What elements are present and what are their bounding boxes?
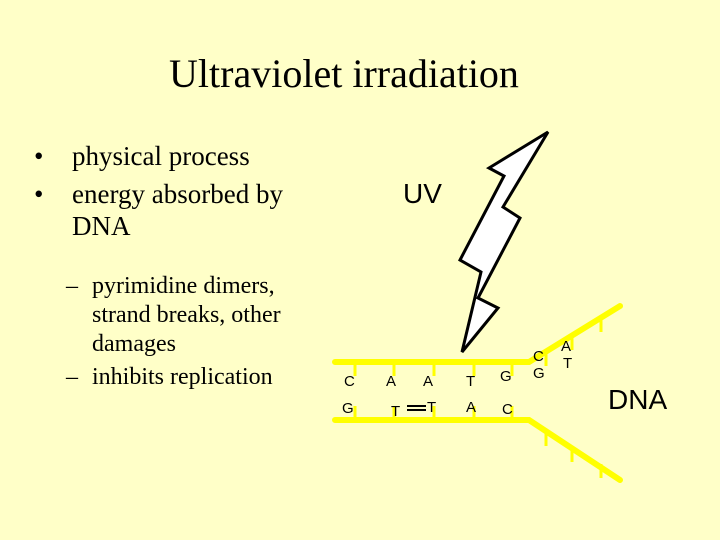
sub-bullet-text: pyrimidine dimers, strand breaks, other damages [92, 273, 281, 357]
bullet-text: physical process [72, 141, 250, 171]
base-letter: T [427, 399, 437, 416]
base-letter: T [563, 355, 573, 372]
base-letter: G [500, 368, 512, 385]
dna-label: DNA [608, 384, 668, 415]
base-letter: T [466, 373, 476, 390]
base-letter: T [391, 403, 401, 420]
sub-bullet-marker: – [66, 364, 78, 390]
base-letter: C [344, 373, 355, 390]
base-letter: A [423, 373, 434, 390]
sub-bullet-text: inhibits replication [92, 364, 273, 390]
lightning-bolt-icon [460, 132, 548, 352]
slide-title: Ultraviolet irradiation [169, 51, 519, 96]
base-letter: G [342, 400, 354, 417]
bullet-marker: • [34, 179, 44, 209]
base-letter: A [561, 338, 572, 355]
base-letter: C [502, 401, 513, 418]
base-letter: G [533, 365, 545, 382]
base-letter: A [466, 399, 477, 416]
dna-bottom-strand [335, 420, 620, 480]
uv-label: UV [403, 178, 442, 209]
base-letter: A [386, 373, 397, 390]
sub-bullet-marker: – [66, 273, 78, 299]
base-letter: C [533, 348, 544, 365]
bullet-text: energy absorbed by DNA [72, 179, 283, 241]
base-letters [342, 338, 572, 420]
bullet-marker: • [34, 141, 44, 171]
thymine-dimer-link [407, 406, 426, 410]
